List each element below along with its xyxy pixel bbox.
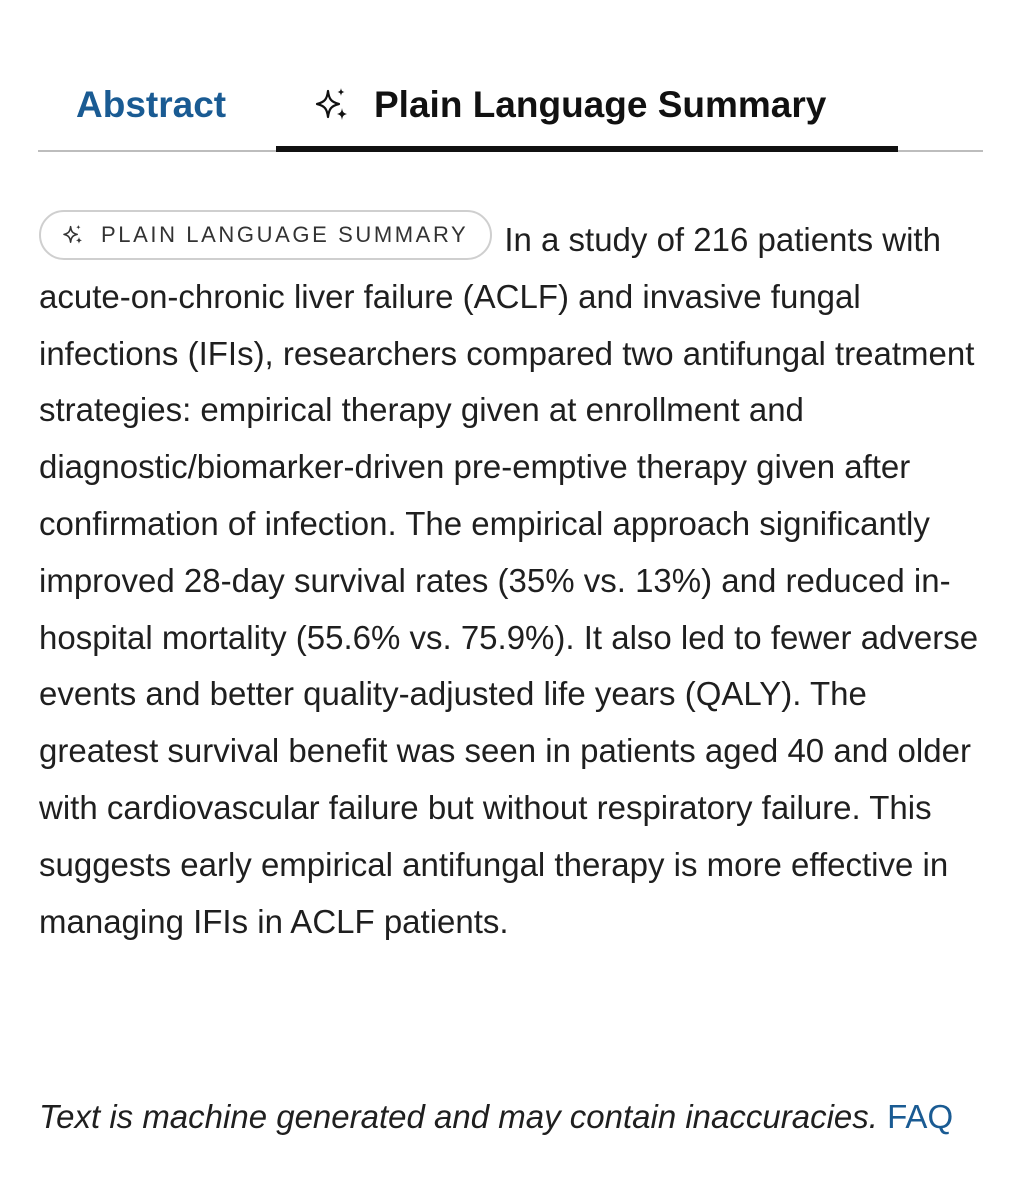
tab-plain-language-summary[interactable] bbox=[276, 60, 898, 152]
summary-content bbox=[39, 210, 984, 950]
tab-bar bbox=[38, 60, 983, 152]
faq-link[interactable]: FAQ bbox=[887, 1098, 954, 1135]
tab-plain-language-label: Plain Language Summary bbox=[374, 84, 827, 125]
summary-text: In a study of 216 patients with acute-on-chronic liver failure (ACLF) and invasive fungal infections (IFIs), researchers compared two antifungal treatment strategies: empirical therapy given at enrollment and diagnostic/biomarker-driven pre-emptive therapy given after confirmation of infection. The empirical approach significantly improved 28-day survival rates (35% vs. 13%) and reduced in-hospital mortality (55.6% vs. 75.9%). It also led to fewer adverse events and better quality-adjusted life years (QALY). The greatest survival benefit was seen in patients aged 40 and older with cardiovascular failure but without respiratory failure. This suggests early empirical antifungal therapy is more effective in managing IFIs in ACLF patients. bbox=[39, 221, 979, 940]
badge-label: PLAIN LANGUAGE SUMMARY bbox=[101, 221, 469, 247]
sparkle-icon bbox=[61, 223, 85, 247]
tab-abstract-label: Abstract bbox=[76, 84, 227, 125]
plain-language-badge[interactable] bbox=[39, 210, 492, 260]
disclaimer bbox=[39, 1088, 984, 1145]
tab-abstract[interactable] bbox=[76, 60, 226, 150]
sparkle-icon bbox=[312, 85, 352, 125]
disclaimer-text: Text is machine generated and may contain inaccuracies. bbox=[39, 1098, 878, 1135]
